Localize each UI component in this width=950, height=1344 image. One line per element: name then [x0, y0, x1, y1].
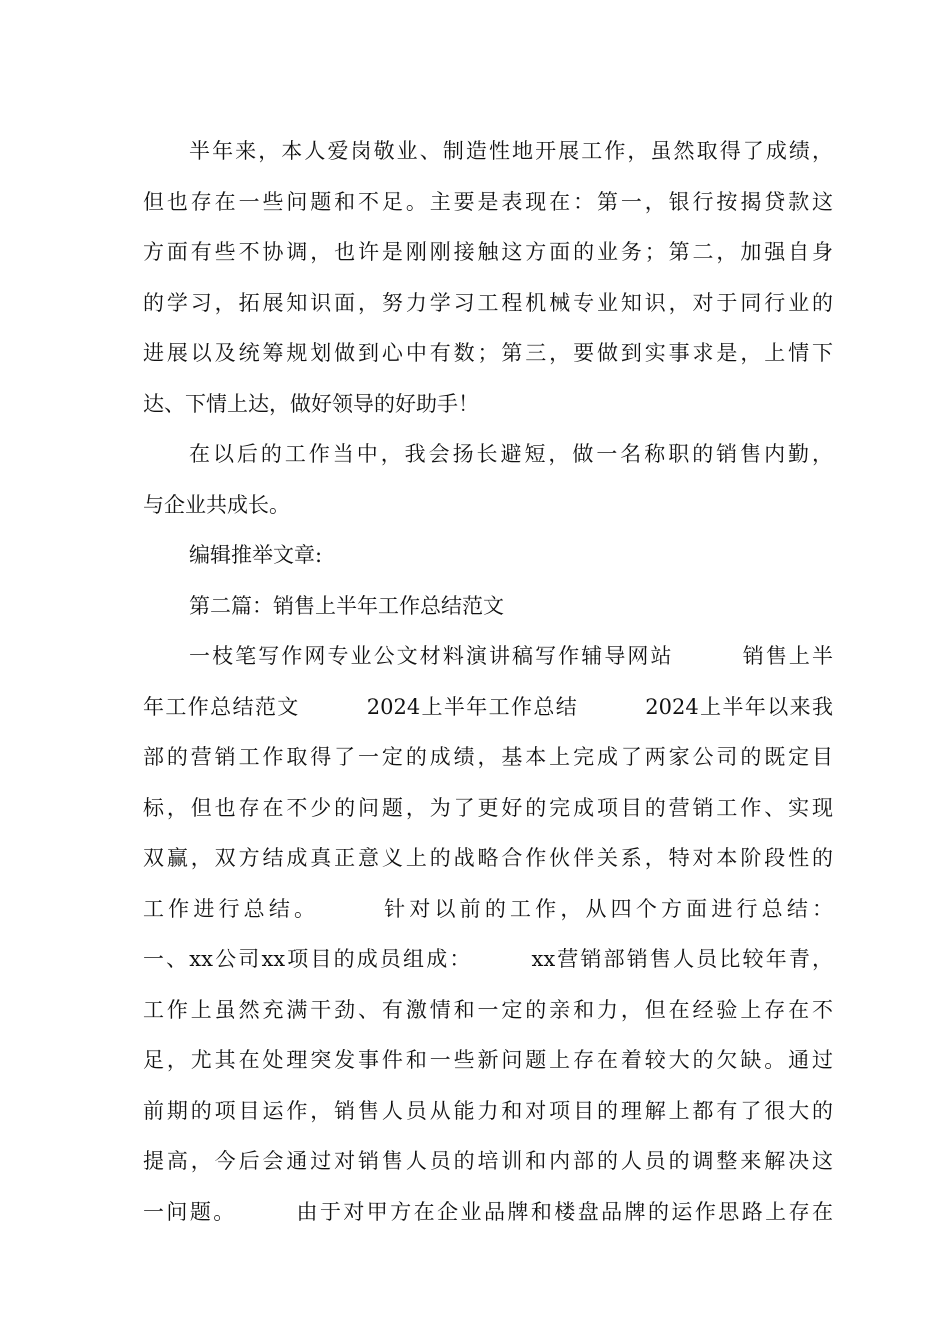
paragraph-line: 前期的项目运作，销售人员从能力和对项目的理解上都有了很大的 [143, 1098, 833, 1123]
paragraph-sales-summary [143, 631, 833, 1237]
paragraph-line: 足，尤其在处理突发事件和一些新问题上存在着较大的欠缺。通过 [143, 1048, 833, 1072]
paragraph-line: 但也存在一些问题和不足。主要是表现在：第一，银行按揭贷款这 [143, 189, 833, 214]
editor-recommend-label: 编辑推举文章: [189, 543, 323, 567]
paragraph-line: 标，但也存在不少的问题，为了更好的完成项目的营销工作、实现 [143, 795, 833, 820]
paragraph-line: 双赢，双方结成真正意义上的战略合作伙伴关系，特对本阶段性的 [143, 846, 833, 870]
document-body [143, 126, 833, 1237]
paragraph-line: 部的营销工作取得了一定的成绩，基本上完成了两家公司的既定目 [143, 745, 833, 769]
paragraph-line: 达、下情上达，做好领导的好助手！ [143, 391, 479, 416]
paragraph-line: 方面有些不协调，也许是刚刚接触这方面的业务；第二，加强自身 [143, 240, 833, 264]
article-title: 第二篇：销售上半年工作总结范文 [189, 593, 504, 618]
paragraph-line: 提高，今后会通过对销售人员的培训和内部的人员的调整来解决这 [143, 1149, 833, 1173]
paragraph-line: 进展以及统筹规划做到心中有数；第三，要做到实事求是，上情下 [143, 341, 833, 365]
paragraph-line: 一枝笔写作网专业公文材料演讲稿写作辅导网站 销售上半 [189, 644, 833, 668]
paragraph-line: 工作上虽然充满干劲、有激情和一定的亲和力，但在经验上存在不 [143, 997, 833, 1022]
paragraph-self-review [143, 126, 833, 429]
paragraph-line: 年工作总结范文 2024上半年工作总结 2024上半年以来我 [143, 694, 833, 719]
paragraph-line: 的学习，拓展知识面，努力学习工程机械专业知识，对于同行业的 [143, 290, 833, 315]
paragraph-line: 半年来，本人爱岗敬业、制造性地开展工作，虽然取得了成绩， [189, 139, 833, 163]
paragraph-line: 在以后的工作当中，我会扬长避短，做一名称职的销售内勤， [189, 442, 833, 466]
paragraph-line: 工作进行总结。 针对以前的工作，从四个方面进行总结： [143, 896, 833, 921]
paragraph-future-plan [143, 429, 833, 530]
paragraph-line: 一、xx公司xx项目的成员组成： xx营销部销售人员比较年青， [143, 947, 833, 971]
paragraph-line: 一问题。 由于对甲方在企业品牌和楼盘品牌的运作思路上存在 [143, 1199, 833, 1224]
paragraph-line: 与企业共成长。 [143, 492, 290, 517]
